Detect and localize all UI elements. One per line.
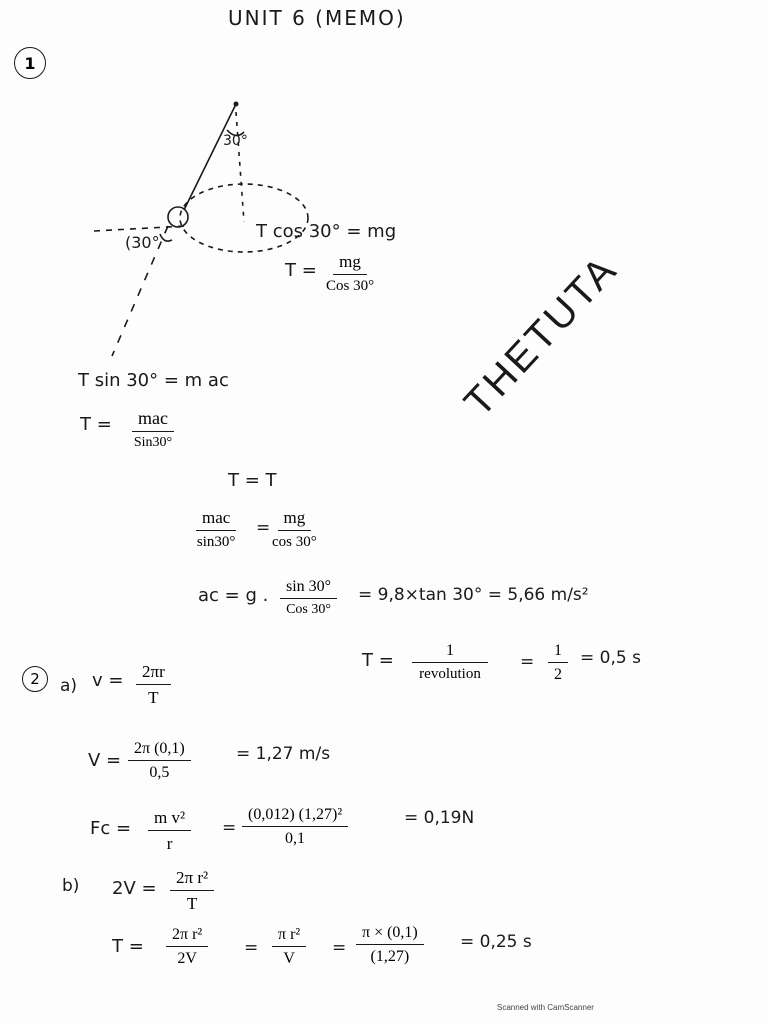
fraction-numerator: mg (333, 252, 367, 275)
equation-2v-lhs: 2V = (112, 878, 157, 899)
question-2-number: 2 (30, 670, 40, 688)
fraction-numerator: mac (132, 408, 174, 432)
fraction-sin-cos (280, 578, 337, 618)
equation-t-cos: T cos 30° = mg (256, 221, 397, 242)
fraction-numerator: mac (196, 508, 236, 531)
equals-sign: = (244, 938, 259, 958)
question-2-marker (22, 666, 48, 692)
fraction-denominator: 2V (177, 950, 197, 967)
equation-t-sin: T sin 30° = m ac (78, 370, 229, 391)
part-b-label: b) (62, 876, 80, 896)
equation-t-mg-lhs: T = (285, 260, 317, 281)
equation-fc-lhs: Fc = (90, 818, 132, 839)
fraction-denominator: Sin30° (133, 435, 173, 450)
equation-period-lhs: T = (362, 650, 394, 671)
equals-sign: = (520, 652, 535, 672)
fraction-numerator: mg (278, 508, 312, 531)
watermark-text: THETUTA (456, 246, 627, 426)
fraction-numerator: π × (0,1) (356, 924, 424, 945)
equals-sign: = (222, 818, 237, 838)
angle-arc-left (160, 234, 172, 241)
vertical-axis-line (236, 112, 244, 222)
equation-t-calc-lhs: T = (112, 936, 144, 957)
equation-v-calc-lhs: V = (88, 750, 122, 771)
equals-sign: = (256, 518, 271, 538)
fraction-numerator: 2π (0,1) (128, 740, 191, 761)
fraction-denominator: cos 30° (272, 534, 317, 550)
fraction-denominator: (1,27) (370, 948, 410, 965)
time-result: = 0,25 s (460, 932, 532, 952)
period-result: = 0,5 s (580, 648, 641, 668)
force-result: = 0,19N (404, 808, 475, 828)
string-line (184, 104, 236, 210)
fraction-numerator: 2π r² (166, 926, 208, 947)
equals-sign: = (332, 938, 347, 958)
scanner-footer: Scanned with CamScanner (497, 1003, 594, 1012)
fraction-denominator: sin30° (196, 534, 236, 550)
fraction-denominator: Cos 30° (286, 602, 331, 617)
fraction-denominator: Cos 30° (326, 278, 375, 294)
fraction-numerator: 2πr (136, 662, 171, 685)
fraction-numerator: 1 (412, 642, 488, 663)
fraction-numerator: π r² (272, 926, 306, 947)
equation-ac-result: = 9,8×tan 30° = 5,66 m/s² (358, 585, 589, 605)
horizontal-dashed-line (94, 226, 186, 231)
fraction-mg-cos (326, 252, 374, 295)
fraction-numerator: (0,012) (1,27)² (242, 806, 348, 827)
fraction-1-2 (548, 642, 568, 684)
velocity-result: = 1,27 m/s (236, 744, 331, 764)
equation-ac-lhs: ac = g . (198, 585, 269, 606)
fraction-fc-calc (242, 806, 348, 848)
fraction-numerator: 2π r² (170, 868, 214, 891)
fraction-v-calc (128, 740, 191, 782)
fraction-denominator: 2 (554, 666, 562, 683)
fraction-denominator: V (283, 950, 295, 967)
fraction-denominator: revolution (419, 666, 481, 682)
fraction-denominator: r (166, 834, 173, 853)
part-a-label: a) (60, 676, 78, 696)
fraction-pir2-v (272, 926, 306, 968)
fraction-numerator: m v² (148, 808, 191, 831)
angle-label-left: (30° (125, 233, 160, 252)
fraction-pi-01-127 (356, 924, 424, 966)
equation-t-mac-lhs: T = (80, 414, 112, 435)
fraction-mv2-r (148, 808, 191, 854)
fraction-2pir2-2v (166, 926, 208, 968)
fraction-mg-cos30 (272, 508, 317, 551)
fraction-1-revolution (412, 642, 488, 683)
fraction-2pir-t (136, 662, 171, 708)
pivot-point (234, 102, 239, 107)
pendulum-bob (168, 207, 188, 227)
angle-label-top: 30° (223, 133, 248, 149)
equation-v-lhs: v = (92, 670, 124, 691)
fraction-mac-sin30 (196, 508, 236, 551)
fraction-denominator: 0,1 (285, 830, 306, 847)
fraction-numerator: sin 30° (280, 578, 337, 599)
fraction-2pir2-t (170, 868, 214, 914)
fraction-denominator: 0,5 (149, 764, 170, 781)
fraction-mac-sin (132, 408, 174, 451)
equation-t-equals-t: T = T (228, 470, 277, 491)
fraction-denominator: T (148, 688, 159, 707)
fraction-denominator: T (186, 894, 198, 913)
fraction-numerator: 1 (548, 642, 568, 663)
question-1-number: 1 (24, 53, 36, 73)
page-title: UNIT 6 (MEMO) (228, 6, 406, 30)
